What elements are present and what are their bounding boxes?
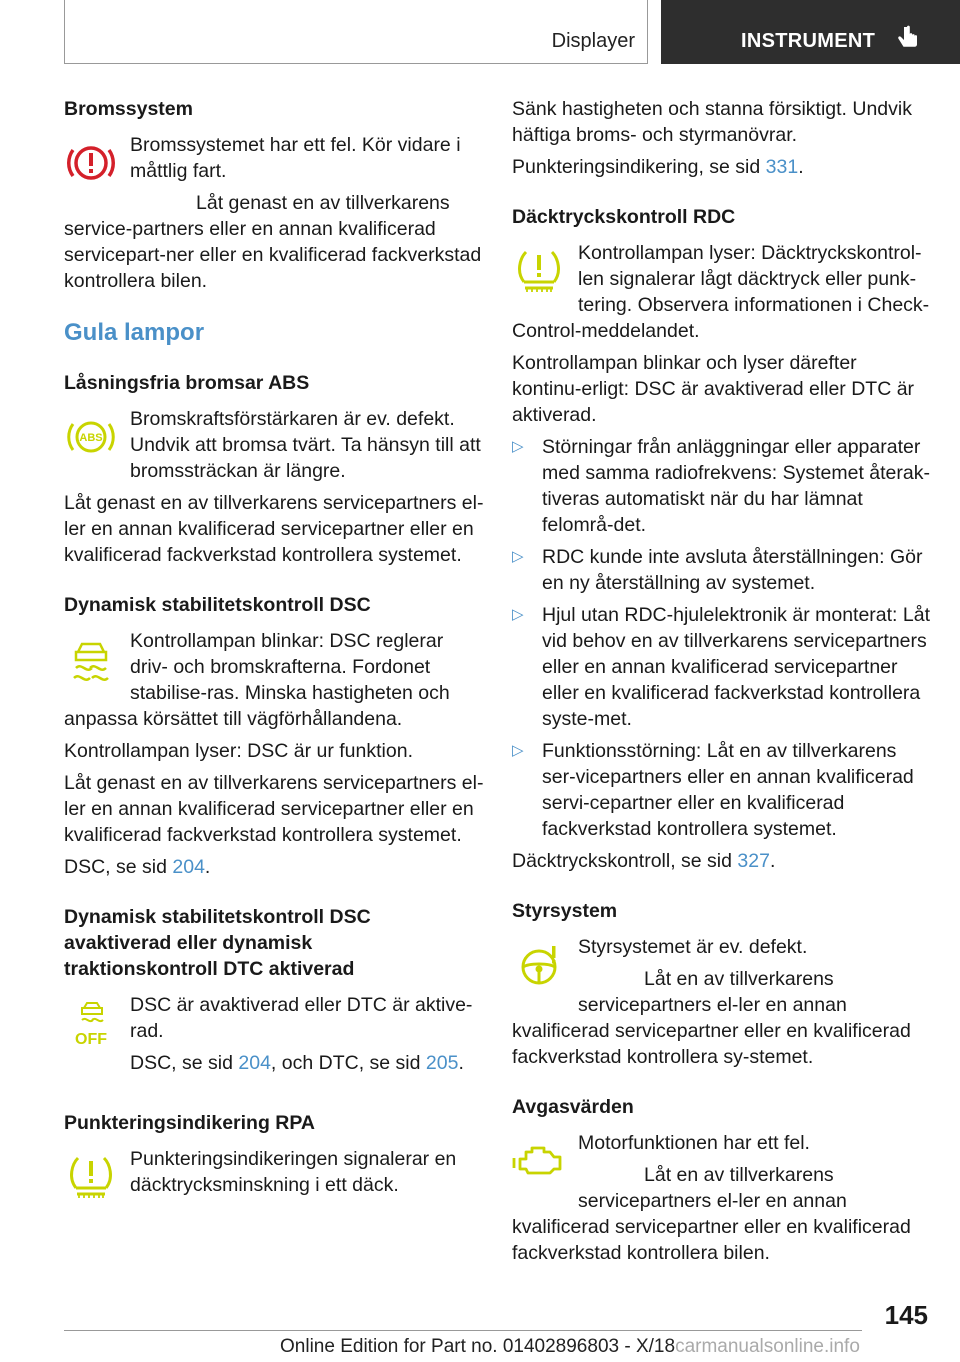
- dsc-heading: Dynamisk stabilitetskontroll DSC: [64, 594, 371, 616]
- rdc-heading: Däcktryckskontroll RDC: [512, 206, 736, 228]
- list-item: ▷ Hjul utan RDC-hjulelektronik är monterat: Låt vid behov en av tillverkarens servicepartners eller en annan kvalificerad servicepartner eller en kvalificerad fackverkstad kontrollera syste-met.: [512, 604, 931, 730]
- dsc-off-heading: Dynamisk stabilitetskontroll DSC avaktiverad eller dynamisk traktionskontroll DTC aktiverad: [64, 906, 371, 980]
- list-item: ▷ Störningar från anläggningar eller apparater med samma radiofrekvens: Systemet återak-tiveras automatiskt när du har lämnat felområ-det.: [512, 436, 930, 536]
- triangle-bullet-icon: ▷: [512, 438, 524, 455]
- dsc-off-page-link-1[interactable]: 204: [238, 1052, 271, 1074]
- steering-text-2: Låt en av tillverkarens servicepartners el-ler en annan kvalificerad servicepartner eller en kvalificerad fackverkstad kontrollera sy-stemet.: [512, 968, 911, 1068]
- brake-text-1: Bromssystemet har ett fel. Kör vidare i måttlig fart.: [130, 134, 461, 182]
- left-column: [64, 96, 484, 1206]
- svg-text:ABS: ABS: [79, 432, 103, 444]
- rpa-heading: Punkteringsindikering RPA: [64, 1112, 316, 1134]
- rpa-reference: Punkteringsindikering, se sid 331.: [512, 156, 804, 178]
- abs-warning-icon: [64, 410, 118, 464]
- list-item: ▷ RDC kunde inte avsluta återställningen: Gör en ny återställning av systemet.: [512, 546, 923, 594]
- brake-heading: Bromssystem: [64, 98, 193, 120]
- header-chapter-tab: [661, 0, 960, 64]
- dsc-text-2: Kontrollampan lyser: DSC är ur funktion.: [64, 740, 413, 762]
- dsc-reference: DSC, se sid 204.: [64, 856, 211, 878]
- dsc-off-reference: DSC, se sid 204, och DTC, se sid 205.: [130, 1052, 464, 1074]
- dsc-text-3: Låt genast en av tillverkarens servicepartners el-ler en annan kvalificerad servicepartner eller en kvalificerad fackverkstad kontrollera systemet.: [64, 772, 484, 846]
- dsc-off-text-1: DSC är avaktiverad eller DTC är aktive-rad.: [130, 994, 473, 1042]
- rdc-page-link[interactable]: 327: [737, 850, 770, 872]
- list-item: ▷ Funktionsstörning: Låt en av tillverkarens ser-vicepartners eller en annan kvalificerad servi-cepartner eller en kvalificerad fackverkstad kontrollera systemet.: [512, 740, 914, 840]
- engine-check-icon: [512, 1134, 566, 1188]
- edition-text: Online Edition for Part no. 01402896803 - X/18: [280, 1336, 676, 1357]
- triangle-bullet-icon: ▷: [512, 606, 524, 623]
- rdc-bullet-list: [512, 434, 930, 842]
- dsc-off-icon: [64, 996, 118, 1050]
- header-section-tab: [64, 0, 648, 64]
- brake-text-2: Låt genast en av tillverkarens service-partners eller en annan kvalificerad servicepart-ner eller en kvalificerad fackverkstad kontrollera bilen.: [64, 192, 482, 292]
- emissions-text-2: Låt en av tillverkarens servicepartners el-ler en annan kvalificerad servicepartner eller en kvalificerad fackverkstad kontrollera bilen.: [512, 1164, 911, 1264]
- hand-pointer-icon: [894, 24, 922, 52]
- yellow-lamps-heading: Gula lampor: [64, 319, 205, 346]
- rpa-text-2: Sänk hastigheten och stanna försiktigt. Undvik häftiga broms- och styrmanövrar.: [512, 98, 912, 146]
- svg-text:OFF: OFF: [75, 1031, 107, 1048]
- dsc-off-page-link-2[interactable]: 205: [425, 1052, 459, 1074]
- abs-text-1: Bromskraftsförstärkaren är ev. defekt. Undvik att bromsa tvärt. Ta hänsyn till att bromssträckan är längre.: [130, 408, 481, 482]
- dsc-skid-icon: [64, 632, 118, 686]
- rdc-text-2: Kontrollampan blinkar och lyser därefter kontinu-erligt: DSC är avaktiverad eller DTC är aktiverad.: [512, 352, 915, 426]
- rpa-text-1: Punkteringsindikeringen signalerar en däcktrycksminskning i ett däck.: [130, 1148, 457, 1196]
- section-label: Displayer: [551, 30, 635, 52]
- steering-text-1: Styrsystemet är ev. defekt.: [578, 936, 808, 958]
- dsc-text-1: Kontrollampan blinkar: DSC reglerar driv- och bromskrafterna. Fordonet stabilise-ras. Minska hastigheten och anpassa körsättet till vägförhållandena.: [64, 630, 450, 730]
- dsc-page-link[interactable]: 204: [172, 856, 205, 878]
- steering-wheel-warning-icon: [512, 938, 566, 992]
- rdc-reference: Däcktryckskontroll, se sid 327.: [512, 850, 776, 872]
- triangle-bullet-icon: ▷: [512, 548, 524, 565]
- rdc-tire-pressure-icon: [512, 244, 566, 298]
- emissions-text-1: Motorfunktionen har ett fel.: [578, 1132, 810, 1154]
- emissions-heading: Avgasvärden: [512, 1096, 634, 1118]
- chapter-label: INSTRUMENT: [741, 30, 876, 52]
- rdc-text-1: Kontrollampan lyser: Däcktryckskontrol-len signalerar lågt däcktryck eller punk-tering. Observera informationen i Check-Control-meddelandet.: [512, 242, 930, 342]
- footer-edition: [280, 1336, 860, 1358]
- watermark: carmanualsonline.info: [675, 1336, 860, 1357]
- abs-heading: Låsningsfria bromsar ABS: [64, 372, 310, 394]
- brake-warning-icon: [64, 136, 118, 190]
- tire-pressure-icon: [64, 1150, 118, 1204]
- footer-divider: [64, 1330, 862, 1331]
- triangle-bullet-icon: ▷: [512, 742, 524, 759]
- abs-text-2: Låt genast en av tillverkarens servicepartners el-ler en annan kvalificerad servicepartner eller en kvalificerad fackverkstad kontrollera systemet.: [64, 492, 484, 566]
- right-column: [512, 96, 930, 1266]
- steering-heading: Styrsystem: [512, 900, 618, 922]
- rpa-page-link[interactable]: 331: [765, 156, 799, 178]
- page-number: 145: [884, 1300, 928, 1330]
